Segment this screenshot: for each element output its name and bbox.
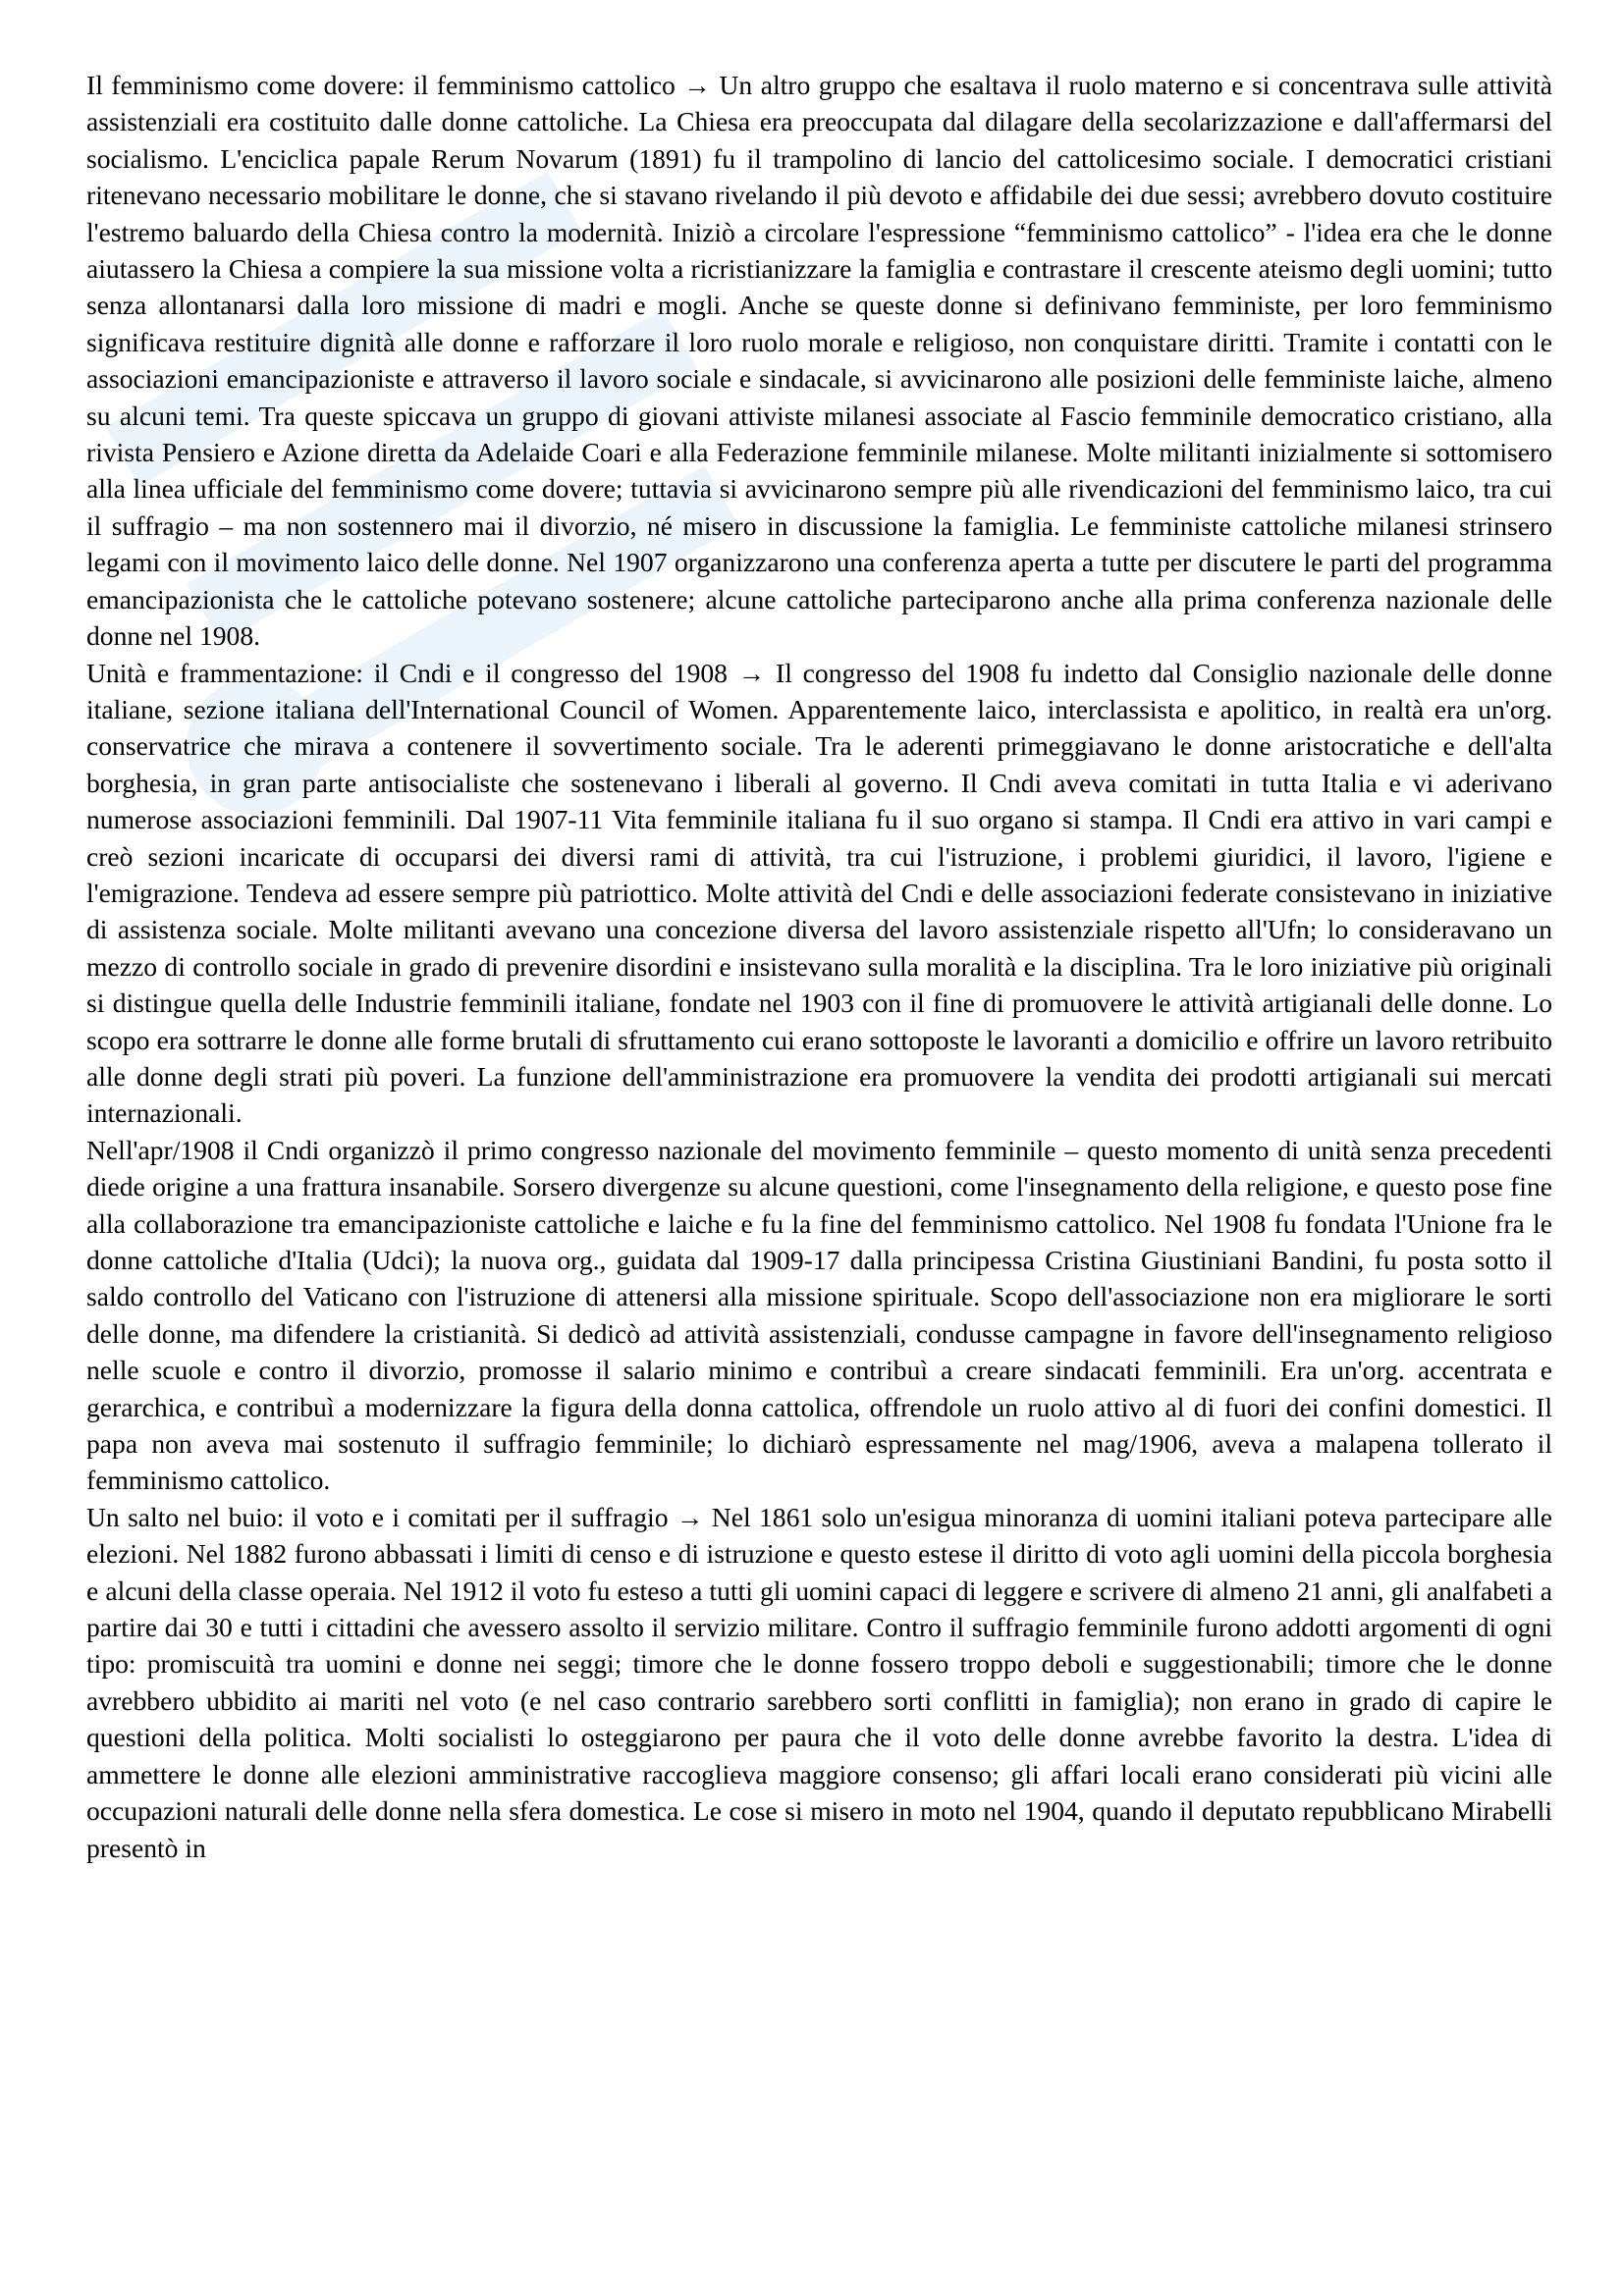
document-body <box>86 67 1552 1866</box>
paragraph-cndi-congresso-1908: Unità e frammentazione: il Cndi e il congresso del 1908 → Il congresso del 1908 fu indetto dal Consiglio nazionale delle donne italiane, sezione italiana dell'International Council of Women. Apparentemente laico, interclassista e apolitico, in realtà era un'org. conservatrice che mirava a contenere il sovvertimento sociale. Tra le aderenti primeggiavano le donne aristocratiche e dell'alta borghesia, in gran parte antisocialiste che sostenevano i liberali al governo. Il Cndi aveva comitati in tutta Italia e vi aderivano numerose associazioni femminili. Dal 1907-11 Vita femminile italiana fu il suo organo si stampa. Il Cndi era attivo in vari campi e creò sezioni incaricate di occuparsi dei diversi rami di attività, tra cui l'istruzione, i problemi giuridici, il lavoro, l'igiene e l'emigrazione. Tendeva ad essere sempre più patriottico. Molte attività del Cndi e delle associazioni federate consistevano in iniziative di assistenza sociale. Molte militanti avevano una concezione diversa del lavoro assistenziale rispetto all'Ufn; lo consideravano un mezzo di controllo sociale in grado di prevenire disordini e insistevano sulla moralità e la disciplina. Tra le loro iniziative più originali si distingue quella delle Industrie femminili italiane, fondate nel 1903 con il fine di promuovere le attività artigianali delle donne. Lo scopo era sottrarre le donne alle forme brutali di sfruttamento cui erano sottoposte le lavoranti a domicilio e offrire un lavoro retribuito alle donne degli strati più poveri. La funzione dell'amministrazione era promuovere la vendita dei prodotti artigianali sui mercati internazionali. <box>86 657 1552 1129</box>
paragraph-udci: Nell'apr/1908 il Cndi organizzò il primo congresso nazionale del movimento femminile – questo momento di unità senza precedenti diede origine a una frattura insanabile. Sorsero divergenze su alcune questioni, come l'insegnamento della religione, e questo pose fine alla collaborazione tra emancipazioniste cattoliche e laiche e fu la fine del femminismo cattolico. Nel 1908 fu fondata l'Unione fra le donne cattoliche d'Italia (Udci); la nuova org., guidata dal 1909-17 dalla principessa Cristina Giustiniani Bandini, fu posta sotto il saldo controllo del Vaticano con l'istruzione di attenersi alla missione spirituale. Scopo dell'associazione non era migliorare le sorti delle donne, ma difendere la cristianità. Si dedicò ad attività assistenziali, condusse campagne in favore dell'insegnamento religioso nelle scuole e contro il divorzio, promosse il salario minimo e contribuì a creare sindacati femminili. Era un'org. accentrata e gerarchica, e contribuì a modernizzare la figura della donna cattolica, offrendole un ruolo attivo al di fuori dei confini domestici. Il papa non aveva mai sostenuto il suffragio femminile; lo dichiarò espressamente nel mag/1906, aveva a malapena tollerato il femminismo cattolico. <box>86 1134 1552 1496</box>
paragraph-voto-suffragio: Un salto nel buio: il voto e i comitati per il suffragio → Nel 1861 solo un'esigua minoranza di uomini italiani poteva partecipare alle elezioni. Nel 1882 furono abbassati i limiti di censo e di istruzione e questo estese il diritto di voto agli uomini della piccola borghesia e alcuni della classe operaia. Nel 1912 il voto fu esteso a tutti gli uomini capaci di leggere e scrivere di almeno 21 anni, gli analfabeti a partire dai 30 e tutti i cittadini che avessero assolto il servizio militare. Contro il suffragio femminile furono addotti argomenti di ogni tipo: promiscuità tra uomini e donne nei seggi; timore che le donne fossero troppo deboli e suggestionabili; timore che le donne avrebbero ubbidito ai mariti nel voto (e nel caso contrario sarebbero sorti conflitti in famiglia); non erano in grado di capire le questioni della politica. Molti socialisti lo osteggiarono per paura che il voto delle donne avrebbe favorito la destra. L'idea di ammettere le donne alle elezioni amministrative raccoglieva maggiore consenso; gli affari locali erano considerati più vicini alle occupazioni naturali delle donne nella sfera domestica. Le cose si misero in moto nel 1904, quando il deputato repubblicano Mirabelli presentò in <box>86 1501 1552 1863</box>
paragraph-femminismo-cattolico: Il femminismo come dovere: il femminismo cattolico → Un altro gruppo che esaltava il ruolo materno e si concentrava sulle attività assistenziali era costituito dalle donne cattoliche. La Chiesa era preoccupata dal dilagare della secolarizzazione e dall'affermarsi del socialismo. L'enciclica papale Rerum Novarum (1891) fu il trampolino di lancio del cattolicesimo sociale. I democratici cristiani ritenevano necessario mobilitare le donne, che si stavano rivelando il più devoto e affidabile dei due sessi; avrebbero dovuto costituire l'estremo baluardo della Chiesa contro la modernità. Iniziò a circolare l'espressione “femminismo cattolico” - l'idea era che le donne aiutassero la Chiesa a compiere la sua missione volta a ricristianizzare la famiglia e contrastare il crescente ateismo degli uomini; tutto senza allontanarsi dalla loro missione di madri e mogli. Anche se queste donne si definivano femministe, per loro femminismo significava restituire dignità alle donne e rafforzare il loro ruolo morale e religioso, non conquistare diritti. Tramite i contatti con le associazioni emancipazioniste e attraverso il lavoro sociale e sindacale, si avvicinarono alle posizioni delle femministe laiche, almeno su alcuni temi. Tra queste spiccava un gruppo di giovani attiviste milanesi associate al Fascio femminile democratico cristiano, alla rivista Pensiero e Azione diretta da Adelaide Coari e alla Federazione femminile milanese. Molte militanti inizialmente si sottomisero alla linea ufficiale del femminismo come dovere; tuttavia si avvicinarono sempre più alle rivendicazioni del femminismo laico, tra cui il suffragio – ma non sostennero mai il divorzio, né misero in discussione la famiglia. Le femministe cattoliche milanesi strinsero legami con il movimento laico delle donne. Nel 1907 organizzarono una conferenza aperta a tutte per discutere le parti del programma emancipazionista che le cattoliche potevano sostenere; alcune cattoliche parteciparono anche alla prima conferenza nazionale delle donne nel 1908. <box>86 70 1552 652</box>
